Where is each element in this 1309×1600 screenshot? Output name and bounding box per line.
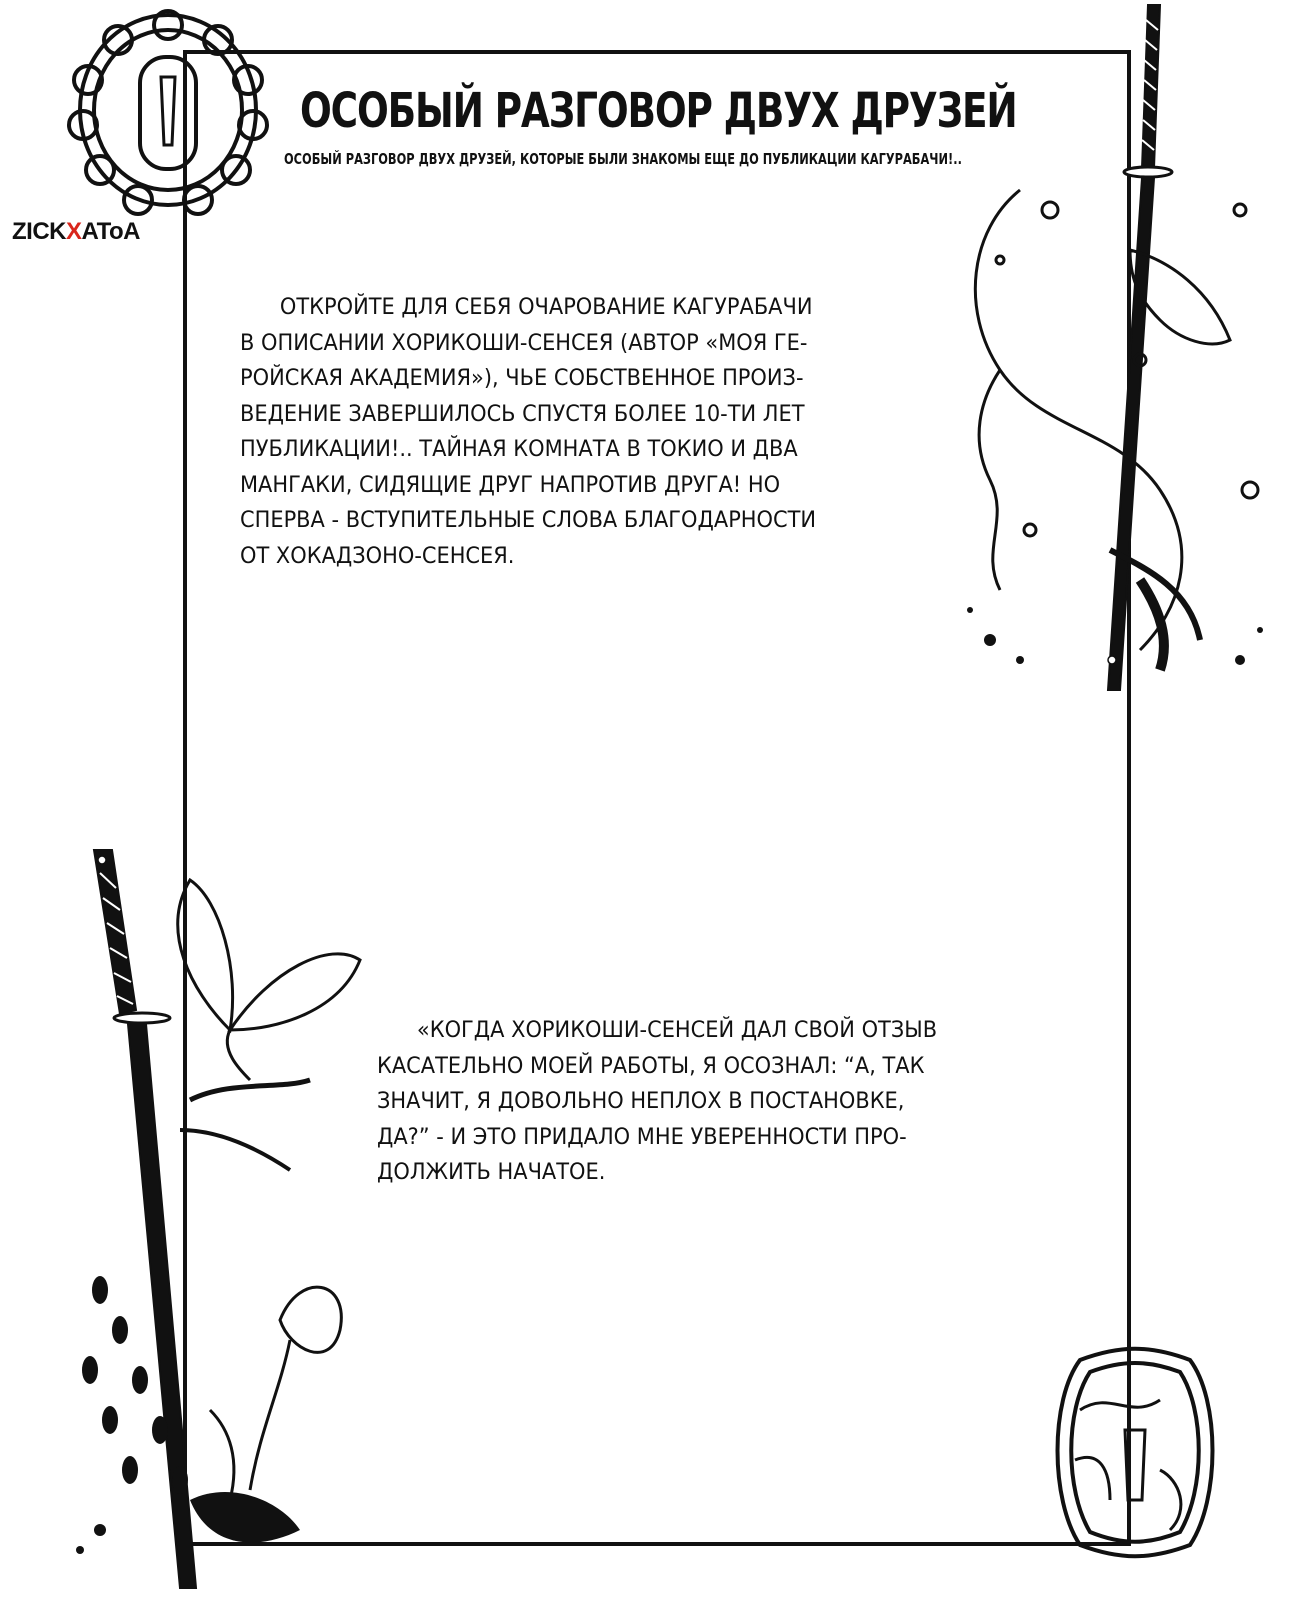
- intro-paragraph: ОТКРОЙТЕ ДЛЯ СЕБЯ ОЧАРОВАНИЕ КАГУРАБАЧИ В ОПИСАНИИ ХОРИКОШИ-СЕНСЕЯ (АВТОР «МОЯ ГЕ- РОЙСКАЯ АКАДЕМИЯ»), ЧЬЕ СОБСТВЕННОЕ ПРОИЗ- ВЕДЕНИЕ ЗАВЕРШИЛОСЬ СПУСТЯ БОЛЕЕ 10-ТИ ЛЕТ ПУБЛИКАЦИИ!.. ТАЙНАЯ КОМНАТА В ТОКИО И ДВА МАНГАКИ, СИДЯЩИЕ ДРУГ НАПРОТИВ ДРУГА! НО СПЕРВА - ВСТУПИТЕЛЬНЫЕ СЛОВА БЛАГОДАРНОСТИ ОТ ХОКАДЗОНО-СЕНСЕЯ.: [240, 294, 817, 569]
- goldfish-icon: [940, 170, 1280, 690]
- butterfly-icon: [150, 850, 370, 1180]
- quote-paragraph: «КОГДА ХОРИКОШИ-СЕНСЕЙ ДАЛ СВОЙ ОТЗЫВ КАСАТЕЛЬНО МОЕЙ РАБОТЫ, Я ОСОЗНАЛ: “А, ТАК ЗНАЧИТ, Я ДОВОЛЬНО НЕПЛОХ В ПОСТАНОВКЕ, ДА?” - И ЭТО ПРИДАЛО МНЕ УВЕРЕННОСТИ ПРО- ДОЛЖИТЬ НАЧАТОЕ.: [377, 1017, 938, 1185]
- page-subtitle: ОСОБЫЙ РАЗГОВОР ДВУХ ДРУЗЕЙ, КОТОРЫЕ БЫЛИ ЗНАКОМЫ ЕЩЕ ДО ПУБЛИКАЦИИ КАГУРАБАЧИ!..: [284, 150, 962, 168]
- watermark: ZICKXAToA: [12, 218, 140, 245]
- page-title: ОСОБЫЙ РАЗГОВОР ДВУХ ДРУЗЕЙ: [300, 83, 1017, 139]
- tsuba-flower-icon: [68, 5, 268, 220]
- flower-icon: [60, 1230, 360, 1560]
- tsuba-wave-icon: [1050, 1340, 1220, 1565]
